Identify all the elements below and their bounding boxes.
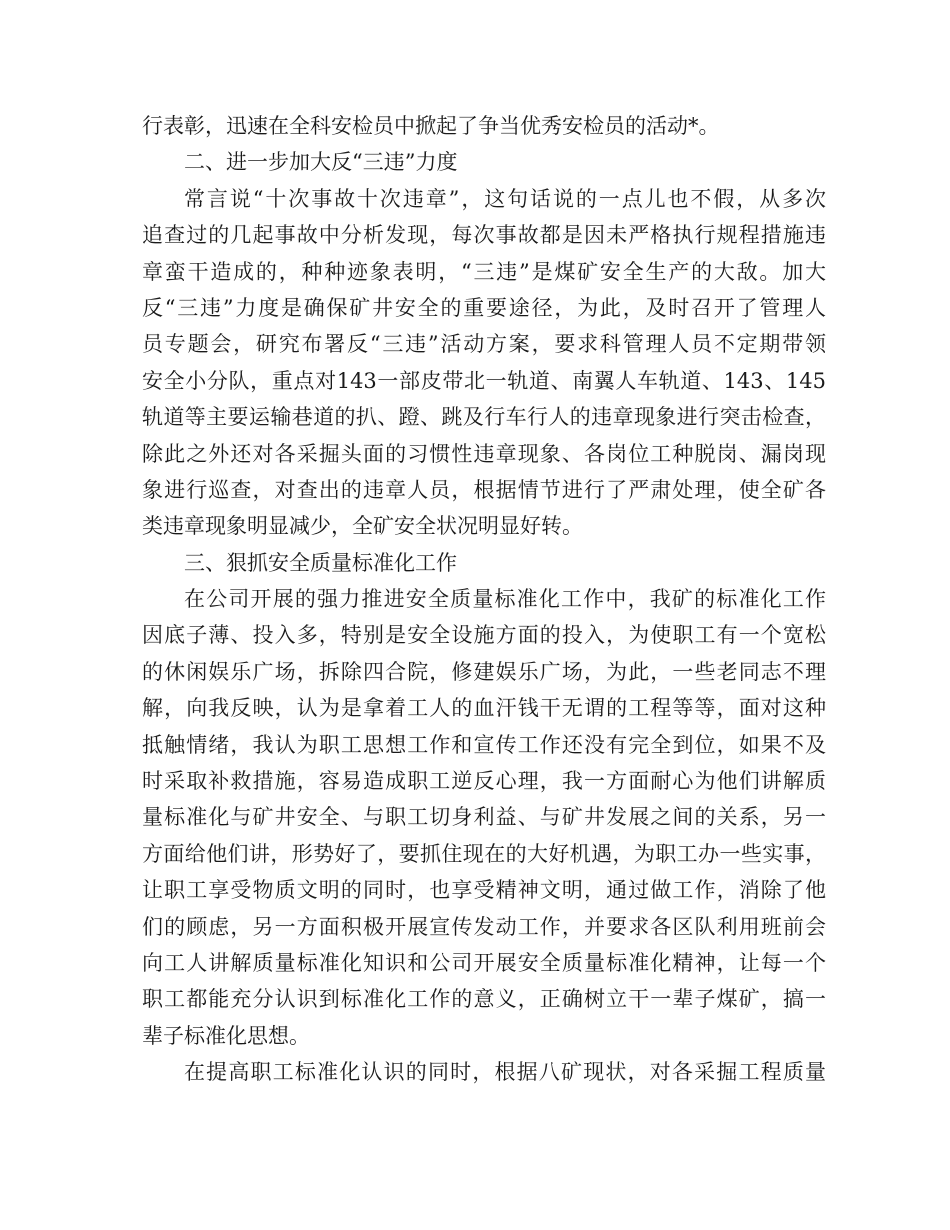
text-line: 在公司开展的强力推进安全质量标准化工作中，我矿的标准化工作 — [184, 587, 826, 612]
text-line: 追查过的几起事故中分析发现，每次事故都是因未严格执行规程措施违 — [142, 223, 826, 248]
text-line: 向工人讲解质量标准化知识和公司开展安全质量标准化精神，让每一个 — [142, 950, 826, 975]
text-line: 在提高职工标准化认识的同时，根据八矿现状，对各采掘工程质量 — [184, 1060, 826, 1085]
text-line: 轨道等主要运输巷道的扒、蹬、跳及行车行人的违章现象进行突击检查， — [142, 405, 826, 430]
text-line: 解，向我反映，认为是拿着工人的血汗钱干无谓的工程等等，面对这种 — [142, 696, 826, 721]
text-line: 的休闲娱乐广场，拆除四合院，修建娱乐广场，为此，一些老同志不理 — [142, 659, 826, 684]
text-line: 让职工享受物质文明的同时，也享受精神文明，通过做工作，消除了他 — [142, 878, 826, 903]
text-line: 行表彰，迅速在全科安检员中掀起了争当优秀安检员的活动*。 — [142, 114, 720, 138]
text-line: 因底子薄、投入多，特别是安全设施方面的投入，为使职工有一个宽松 — [142, 623, 826, 648]
text-line: 反“三违”力度是确保矿井安全的重要途径，为此，及时召开了管理人 — [142, 295, 826, 320]
text-line: 类违章现象明显减少，全矿安全状况明显好转。 — [142, 514, 583, 539]
text-line: 二、进一步加大反“三违”力度 — [184, 150, 458, 175]
text-line: 三、狠抓安全质量标准化工作 — [184, 550, 457, 575]
text-line: 章蛮干造成的，种种迹象表明，“三违”是煤矿安全生产的大敌。加大 — [142, 259, 826, 284]
text-line: 安全小分队，重点对143一部皮带北一轨道、南翼人车轨道、143、145 — [142, 368, 826, 393]
text-line: 时采取补救措施，容易造成职工逆反心理，我一方面耐心为他们讲解质 — [142, 769, 826, 794]
text-line: 员专题会，研究布署反“三违”活动方案，要求科管理人员不定期带领 — [142, 332, 826, 357]
text-line: 们的顾虑，另一方面积极开展宣传发动工作，并要求各区队利用班前会 — [142, 914, 826, 939]
document-body — [142, 108, 826, 1091]
text-line: 量标准化与矿井安全、与职工切身利益、与矿井发展之间的关系，另一 — [142, 805, 826, 830]
text-line: 职工都能充分认识到标准化工作的意义，正确树立干一辈子煤矿，搞一 — [142, 987, 826, 1012]
text-line: 除此之外还对各采掘头面的习惯性违章现象、各岗位工种脱岗、漏岗现 — [142, 441, 826, 466]
text-line: 抵触情绪，我认为职工思想工作和宣传工作还没有完全到位，如果不及 — [142, 732, 826, 757]
text-line: 方面给他们讲，形势好了，要抓住现在的大好机遇，为职工办一些实事， — [142, 841, 826, 866]
text-line: 象进行巡查，对查出的违章人员，根据情节进行了严肃处理，使全矿各 — [142, 477, 826, 502]
text-line: 常言说“十次事故十次违章”，这句话说的一点儿也不假，从多次 — [184, 186, 826, 211]
text-line: 辈子标准化思想。 — [142, 1023, 310, 1048]
